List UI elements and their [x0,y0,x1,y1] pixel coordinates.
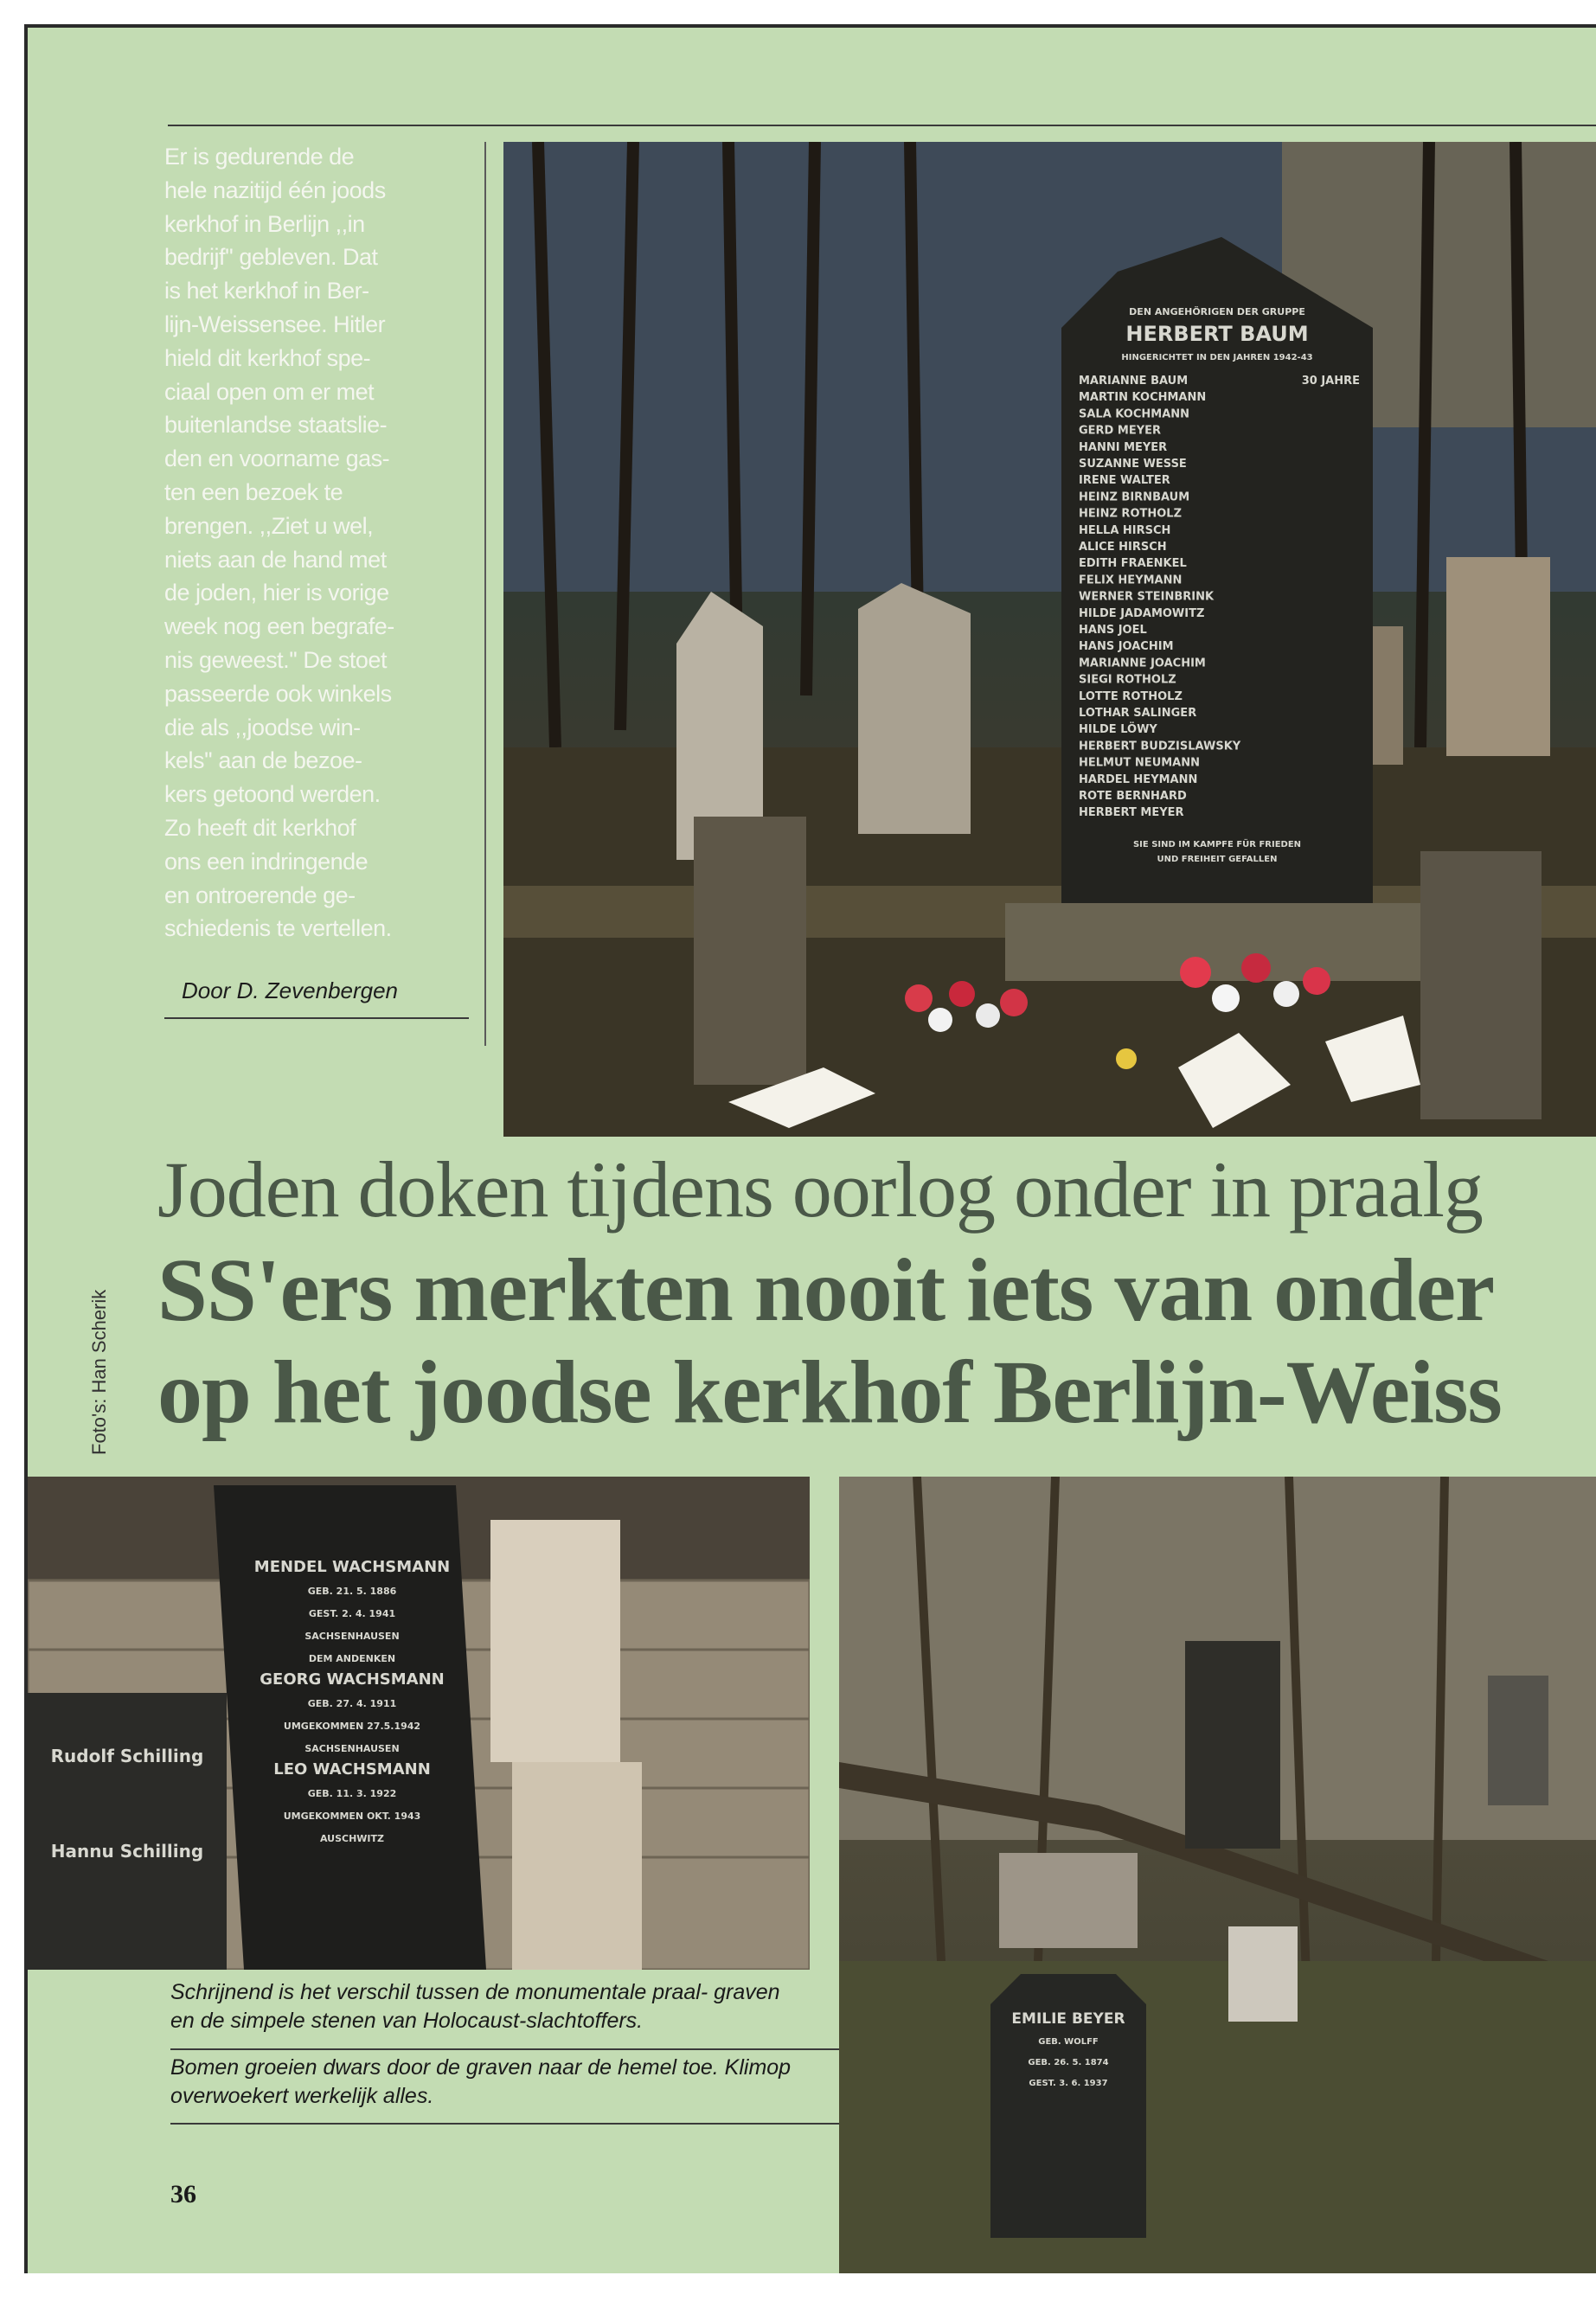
memorial-name-line: LOTHAR SALINGER [1079,707,1197,720]
intro-line: ciaal open om er met [164,378,375,405]
intro-line: Zo heeft dit kerkhof [164,814,356,841]
intro-line: brengen. ,,Ziet u wel, [164,512,374,539]
intro-line: buitenlandse staatslie- [164,412,388,439]
intro-line: passeerde ook winkels [164,680,392,707]
wachsmann-inscription-line: GEB. 11. 3. 1922 [307,1788,397,1799]
intro-line: hele nazitijd één joods [164,176,386,203]
beyer-inscription-line: EMILIE BEYER [1011,2010,1125,2028]
schilling-name: Rudolf Schilling [50,1746,204,1766]
caption-rule-2 [170,2123,839,2125]
byline: Door D. Zevenbergen [182,977,399,1003]
wachsmann-grave-photo [28,1477,810,1970]
memorial-name-line: HELLA HIRSCH [1079,523,1171,537]
memorial-name-line: HEINZ ROTHOLZ [1079,507,1182,521]
memorial-subtitle: HINGERICHTET IN DEN JAHREN 1942-43 [1121,353,1313,362]
headline-line-1: Joden doken tijdens oorlog onder in praalg [157,1145,1483,1234]
byline-rule [164,1017,469,1019]
intro-line: is het kerkhof in Ber- [164,278,369,304]
intro-line: lijn-Weissensee. Hitler [164,311,386,337]
wachsmann-inscription-line: SACHSENHAUSEN [304,1631,400,1642]
memorial-name-line: FELIX HEYMANN [1079,574,1183,587]
wachsmann-inscription-line: MENDEL WACHSMANN [253,1558,451,1576]
wachsmann-inscription-line: GEORG WACHSMANN [260,1670,445,1689]
column-rule [484,142,486,1046]
wachsmann-inscription-line: AUSCHWITZ [319,1833,385,1844]
caption-rule-1 [170,2048,839,2050]
memorial-name-line: IRENE WALTER [1079,474,1170,488]
wachsmann-inscription-line: GEST. 2. 4. 1941 [308,1608,396,1619]
intro-line: kels'' aan de bezoe- [164,747,362,774]
memorial-name-line: ALICE HIRSCH [1079,541,1167,554]
memorial-name-line: LOTTE ROTHOLZ [1079,689,1183,703]
intro-line: ons een indringende [164,848,369,875]
memorial-name-line: WERNER STEINBRINK [1079,590,1215,604]
memorial-name-line: MARIANNE JOACHIM [1079,657,1206,670]
memorial-name-line: HELMUT NEUMANN [1079,756,1201,770]
intro-line: die als ,,joodse win- [164,714,361,740]
memorial-name-line: SIEGI ROTHOLZ [1079,673,1176,687]
memorial-name-line: HANNI MEYER [1079,440,1168,454]
memorial-name-line: HANS JOACHIM [1079,640,1174,654]
memorial-name-line: HEINZ BIRNBAUM [1079,490,1190,504]
memorial-name-line: HARDEL HEYMANN [1079,772,1198,786]
intro-line: den en voorname gas- [164,445,390,472]
wachsmann-inscription-line: SACHSENHAUSEN [304,1743,400,1754]
memorial-name-line: HERBERT BUDZISLAWSKY [1079,740,1241,753]
memorial-name-line: SALA KOCHMANN [1079,407,1190,421]
memorial-name-line: MARIANNE BAUM [1079,375,1189,388]
intro-line: Er is gedurende de [164,144,355,170]
top-rule [168,125,1596,126]
intro-line: en ontroerende ge- [164,881,356,908]
memorial-name-line: HERBERT MEYER [1079,806,1184,820]
wachsmann-inscription-line: DEM ANDENKEN [308,1653,396,1664]
intro-text [164,140,478,945]
wachsmann-inscription-line: LEO WACHSMANN [273,1760,431,1779]
beyer-inscription-line: GEB. WOLFF [1038,2037,1099,2047]
memorial-footer: SIE SIND IM KAMPFE FÜR FRIEDEN [1132,840,1302,849]
wachsmann-inscription-line: UMGEKOMMEN 27.5.1942 [283,1721,421,1732]
page-number: 36 [170,2180,196,2208]
memorial-header: DEN ANGEHÖRIGEN DER GRUPPE [1129,306,1305,317]
memorial-photo [503,142,1596,1137]
intro-line: kers getoond werden. [164,781,381,808]
wachsmann-inscription-line: UMGEKOMMEN OKT. 1943 [283,1811,421,1822]
intro-line: nis geweest.'' De stoet [164,646,387,673]
intro-line: de joden, hier is vorige [164,580,389,606]
memorial-name: HERBERT BAUM [1125,322,1309,346]
memorial-name-line: HANS JOEL [1079,624,1147,637]
memorial-footer: UND FREIHEIT GEFALLEN [1157,855,1278,864]
intro-line: schiedenis te vertellen. [164,915,392,942]
memorial-name-line: HILDE JADAMOWITZ [1079,606,1205,620]
memorial-name-line: SUZANNE WESSE [1079,458,1187,471]
wachsmann-inscription-line: GEB. 27. 4. 1911 [307,1698,397,1709]
beyer-grave-photo [839,1477,1596,2273]
photo-credit: Foto's: Han Scherik [88,1289,110,1455]
caption-trees: Bomen groeien dwars door de graven naar de hemel toe. Klimop overwoekert werkelijk alles. [170,2055,792,2108]
wachsmann-inscription-line: GEB. 21. 5. 1886 [307,1586,397,1597]
intro-line: kerkhof in Berlijn ,,in [164,210,365,237]
caption-graves-contrast: Schrijnend is het verschil tussen de monumentale praal- graven en de simpele stenen van Holocaust-slachtoffers. [170,1980,780,2033]
intro-line: week nog een begrafe- [164,613,394,640]
intro-line: niets aan de hand met [164,546,387,573]
beyer-inscription-line: GEST. 3. 6. 1937 [1029,2079,1108,2088]
intro-line: bedrijf'' gebleven. Dat [164,244,378,271]
intro-line: hield dit kerkhof spe- [164,344,371,371]
memorial-name-line: EDITH FRAENKEL [1079,557,1187,571]
memorial-name-line: MARTIN KOCHMANN [1079,391,1207,405]
memorial-age-label: 30 JAHRE [1301,375,1360,388]
headline-line-2: SS'ers merkten nooit iets van onder [157,1240,1495,1340]
intro-line: ten een bezoek te [164,478,343,505]
memorial-name-line: ROTE BERNHARD [1079,790,1187,803]
memorial-name-line: HILDE LÖWY [1079,723,1157,737]
memorial-name-line: GERD MEYER [1079,424,1161,438]
schilling-name: Hannu Schilling [50,1841,204,1862]
beyer-inscription-line: GEB. 26. 5. 1874 [1028,2058,1109,2067]
headline-line-3: op het joodse kerkhof Berlijn-Weiss [157,1343,1502,1442]
magazine-page [24,24,1596,2273]
